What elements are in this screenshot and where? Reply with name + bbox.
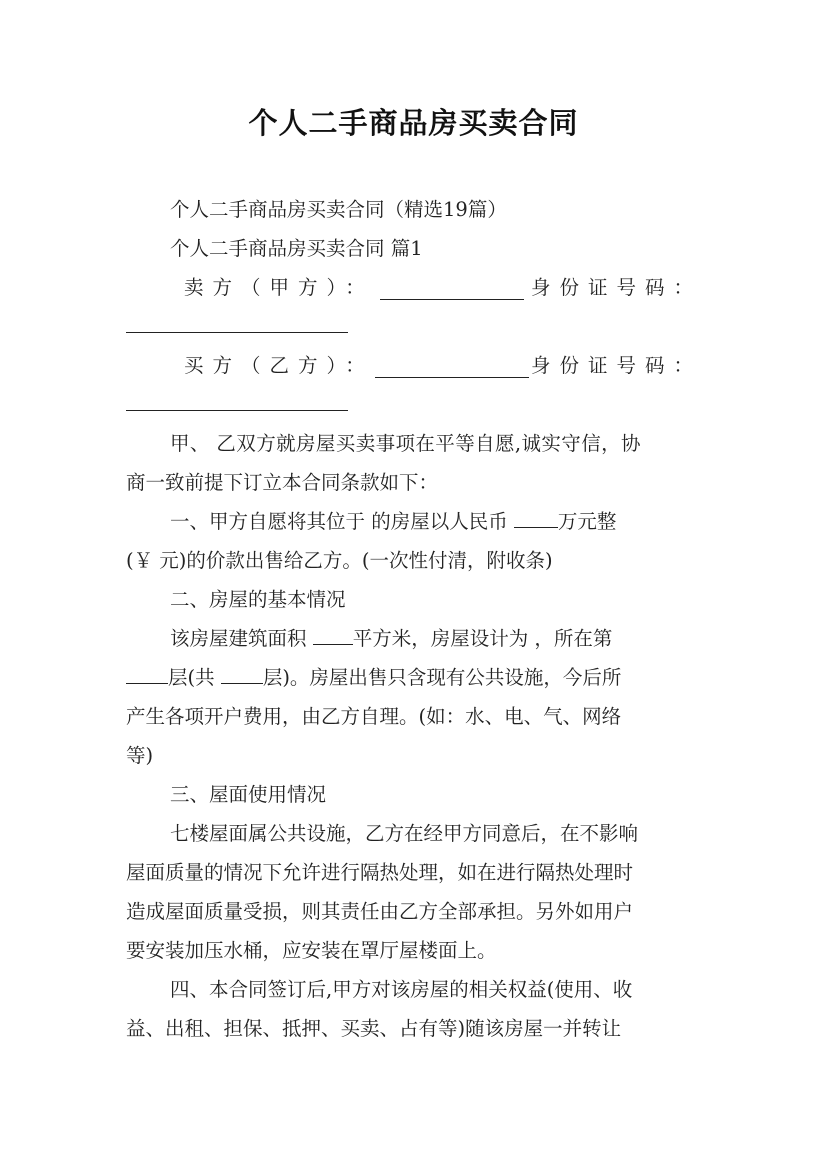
- seller-id-line: [126, 307, 702, 346]
- clause2-text-a: 该房屋建筑面积: [170, 627, 313, 650]
- floor-blank: [126, 659, 168, 684]
- clause2-text-c: 层(共: [168, 666, 221, 689]
- clause3-heading: 三、屋面使用情况: [170, 783, 327, 806]
- clause3-line-3: 造成屋面质量受损，则其责任由乙方全部承担。另外如用户: [126, 900, 634, 923]
- buyer-id-line: [126, 385, 702, 424]
- clause2-line-3: 产生各项开户费用，由乙方自理。(如：水、电、气、网络: [126, 705, 622, 728]
- buyer-id-label: 身份证号码：: [530, 354, 702, 377]
- buyer-line: [126, 346, 702, 385]
- price-blank: [514, 503, 558, 528]
- total-floors-blank: [221, 659, 263, 684]
- clause2-line-1: [126, 619, 702, 658]
- clause3-line-2: 屋面质量的情况下允许进行隔热处理，如在进行隔热处理时: [126, 861, 634, 884]
- buyer-id-blank: [126, 386, 348, 411]
- document-title: 个人二手商品房买卖合同: [248, 106, 579, 140]
- clause3-line-4: 要安装加压水桶，应安装在罩厅屋楼面上。: [126, 939, 497, 962]
- intro-line-1: 甲、 乙双方就房屋买卖事项在平等自愿,诚实守信，协: [170, 432, 641, 455]
- intro-line-2: 商一致前提下订立本合同条款如下：: [126, 471, 439, 494]
- clause4-line-1: 四、本合同签订后,甲方对该房屋的相关权益(使用、收: [170, 978, 633, 1001]
- document-subtitle: 个人二手商品房买卖合同（精选19篇）: [170, 198, 507, 221]
- section-heading: 个人二手商品房买卖合同 篇1: [170, 237, 423, 260]
- clause2-text-b: 平方米，房屋设计为 ，所在第: [352, 627, 613, 650]
- seller-id-label: 身份证号码：: [530, 276, 702, 299]
- buyer-label: 买方（乙方）：: [184, 354, 374, 377]
- seller-name-blank: [380, 275, 524, 300]
- clause1-line-2: (￥ 元)的价款出售给乙方。(一次性付清，附收条): [126, 549, 553, 572]
- clause2-heading: 二、房屋的基本情况: [170, 588, 346, 611]
- clause1-text-b: 万元整: [557, 510, 617, 533]
- area-blank: [313, 620, 353, 645]
- clause1-text-a: 一、甲方自愿将其位于 的房屋以人民币: [170, 510, 514, 533]
- seller-line: [126, 268, 702, 307]
- seller-label: 卖方（甲方）：: [184, 276, 374, 299]
- clause1-line-1: [126, 502, 702, 541]
- clause3-line-1: 七楼屋面属公共设施，乙方在经甲方同意后，在不影响: [170, 822, 639, 845]
- clause4-line-2: 益、出租、担保、抵押、买卖、占有等)随该房屋一并转让: [126, 1017, 622, 1040]
- clause2-line-4: 等): [126, 744, 154, 767]
- clause2-text-d: 层)。房屋出售只含现有公共设施，今后所: [262, 666, 622, 689]
- seller-id-blank: [126, 308, 348, 333]
- clause2-line-2: [126, 658, 702, 697]
- document-body: [126, 190, 702, 1048]
- buyer-name-blank: [375, 353, 529, 378]
